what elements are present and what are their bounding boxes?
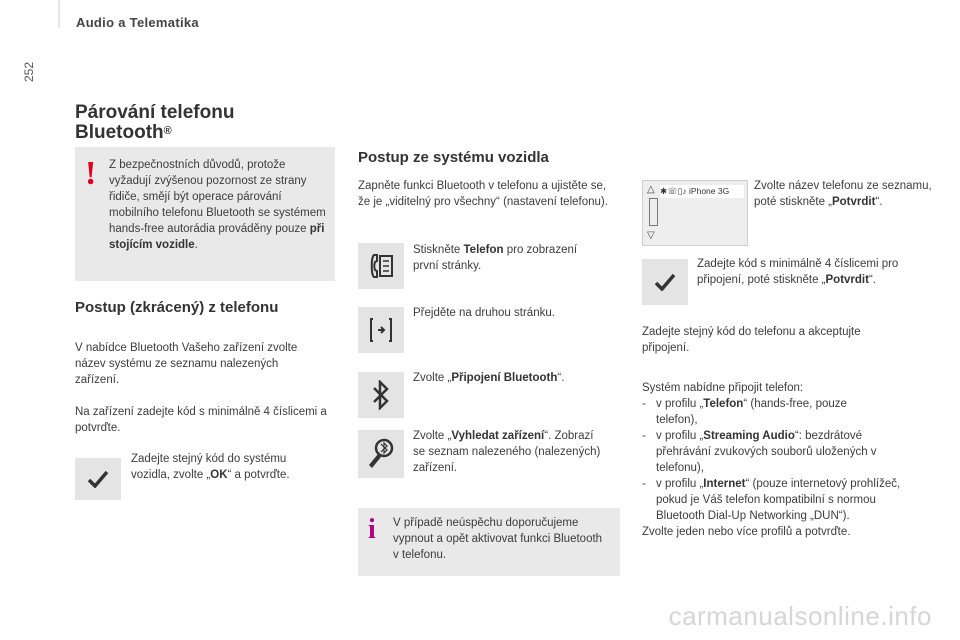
watermark: carmanualsonline.info <box>668 601 932 631</box>
bluetooth-search-icon-box <box>358 430 404 478</box>
profiles-final: Zvolte jeden nebo více profilů a potvrďte. <box>642 526 851 538</box>
warning-box <box>75 147 335 281</box>
warning-text: Z bezpečnostních důvodů, protože vyžadují zvýšenou pozornost ze strany řidiče, smějí být operace párování mobilního telefonu Bluetooth se systémem hands-free autorádia prováděny pouze při stojícím vozidle. <box>109 159 326 251</box>
confirm-button-ok <box>75 458 121 500</box>
next-page-icon-box <box>358 307 404 353</box>
bluetooth-search-icon <box>366 438 396 470</box>
accept-text: Zadejte stejný kód do telefonu a akceptujte připojení. <box>642 326 861 354</box>
check-icon <box>87 470 109 488</box>
profile-icons: ✱☏▯♪ <box>660 186 690 196</box>
short-procedure-step: Zadejte stejný kód do systému vozidla, zvolte „OK“ a potvrďte. <box>131 453 290 481</box>
info-box <box>358 508 620 576</box>
confirm-button <box>642 259 688 305</box>
warning-icon: ! <box>85 155 97 192</box>
list-item: - v profilu „Streaming Audio“: bezdrátové přehrávání zvukových souborů uložených v telefonu), <box>642 428 912 476</box>
page-number: 252 <box>22 61 36 82</box>
list-item: - v profilu „Internet“ (pouze internetový prohlížeč, pokud je Váš telefon kompatibilní s normou Bluetooth Dial-Up Networking „DUN“). <box>642 476 912 524</box>
bluetooth-icon <box>371 380 391 410</box>
section-title: Audio a Telematika <box>76 15 199 30</box>
scrollbar <box>649 198 658 226</box>
select-phone-text: Zvolte název telefonu ze seznamu, poté stiskněte „Potvrdit“. <box>754 180 932 208</box>
system-procedure-intro: Zapněte funkci Bluetooth v telefonu a ujistěte se, že je „viditelný pro všechny“ (nastavení telefonu). <box>358 180 608 208</box>
scroll-down-icon: ▽ <box>647 230 655 241</box>
profiles-list <box>642 396 912 524</box>
bluetooth-icon-box <box>358 372 404 418</box>
check-icon <box>654 273 676 291</box>
phone-icon-box <box>358 243 404 289</box>
scroll-up-icon: △ <box>647 184 655 195</box>
short-procedure-p1: V nabídce Bluetooth Vašeho zařízení zvolte název systému ze seznamu nalezených zařízení. <box>75 342 298 386</box>
step-search-text: Zvolte „Vyhledat zařízení“. Zobrazí se seznam nalezeného (nalezených) zařízení. <box>413 430 601 474</box>
profiles-section <box>642 380 912 540</box>
short-procedure-p2: Na zařízení zadejte kód s minimálně 4 číslicemi a potvrďte. <box>75 406 327 434</box>
margin-line <box>58 0 60 28</box>
step-phone-text: Stiskněte Telefon pro zobrazení první stránky. <box>413 244 578 272</box>
enter-code-text: Zadejte kód s minimálně 4 číslicemi pro připojení, poté stiskněte „Potvrdit“. <box>697 258 899 286</box>
main-title <box>75 103 234 143</box>
phone-list-item: ✱☏▯♪ iPhone 3G <box>660 185 744 198</box>
main-title-line2: Bluetooth <box>75 122 164 143</box>
phone-list-screen <box>642 180 748 246</box>
info-icon: i <box>368 514 376 545</box>
profiles-intro: Systém nabídne připojit telefon: <box>642 382 804 394</box>
list-item: - v profilu „Telefon“ (hands-free, pouze telefon), <box>642 396 912 428</box>
short-procedure-title: Postup (zkrácený) z telefonu <box>75 299 279 316</box>
registered-mark: ® <box>163 125 172 137</box>
next-page-icon <box>369 317 393 343</box>
info-text: V případě neúspěchu doporučujeme vypnout a opět aktivovat funkci Bluetooth v telefonu. <box>393 517 603 561</box>
step-next-page-text: Přejděte na druhou stránku. <box>413 307 555 319</box>
phone-icon <box>368 251 394 281</box>
system-procedure-title: Postup ze systému vozidla <box>358 149 549 166</box>
main-title-line1: Párování telefonu <box>75 102 235 123</box>
step-bluetooth-text: Zvolte „Připojení Bluetooth“. <box>413 372 565 384</box>
